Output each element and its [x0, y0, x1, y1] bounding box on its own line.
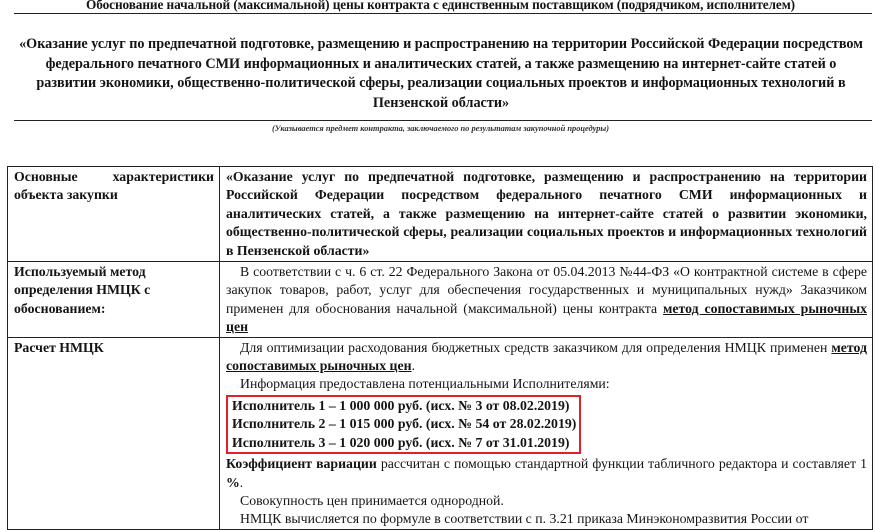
offer-line: Исполнитель 3 – 1 020 000 руб. (исх. № 7 от 31.01.2019): [232, 434, 570, 450]
calc-paragraph-4: Совокупность цен принимается однородной.: [240, 492, 504, 508]
calc-paragraph-1: Для оптимизации расходования бюджетных средств заказчиком для определения НМЦК применен метод сопоставимых рыночных цен.: [226, 339, 867, 374]
method-name: метод сопоставимых рыночных цен: [226, 300, 867, 335]
table-row: [8, 337, 873, 529]
table-row: [8, 262, 873, 338]
row-content-calculation: [220, 337, 873, 529]
justification-table: [7, 166, 873, 530]
row-label-method: Используемый метод определения НМЦК с обоснованием:: [8, 262, 220, 338]
subject-underline: [14, 120, 872, 121]
row-label-calculation: Расчет НМЦК: [8, 337, 220, 529]
calc-paragraph-5: НМЦК вычисляется по формуле в соответствии с п. 3.21 приказа Минэкономразвития России от: [240, 511, 809, 527]
calc-paragraph-3: Коэффициент вариации рассчитан с помощью стандартной функции табличного редактора и составляет 1 %.: [226, 456, 867, 490]
calc-paragraph-2: Информация предоставлена потенциальными Исполнителями:: [240, 376, 610, 392]
offer-line: Исполнитель 2 – 1 015 000 руб. (исх. № 54 от 28.02.2019): [232, 416, 577, 432]
contract-subject: «Оказание услуг по предпечатной подготовке, размещению и распространению на территории Российской Федерации посредством федерального печатного СМИ информационных и аналитических статей, а также размещению на интернет-сайте статей о развитии экономики, общественно-политической сферы, реализации социальных проектов и информационных технологий в Пензенской области»: [19, 36, 863, 111]
title-underline: [14, 13, 872, 14]
offer-line: Исполнитель 1 – 1 000 000 руб. (исх. № 3 от 08.02.2019): [232, 397, 570, 413]
highlighted-offers: [226, 395, 581, 454]
row-label-characteristics: Основные характеристики объекта закупки: [8, 167, 220, 262]
subject-hint: (Указывается предмет контракта, заключаемого по результатам закупочной процедуры): [272, 124, 609, 133]
row-content-method: В соответствии с ч. 6 ст. 22 Федерального Закона от 05.04.2013 №44-ФЗ «О контрактной системе в сфере закупок товаров, работ, услуг для обеспечения государственных и муниципальных нужд» Заказчиком применен для обоснования начальной (максимальной) цены контракта метод сопоставимых рыночных цен: [220, 262, 873, 338]
table-row: [8, 167, 873, 262]
row-content-characteristics: «Оказание услуг по предпечатной подготовке, размещению и распространению на территории Российской Федерации посредством федерального печатного СМИ информационных и аналитических статей, а также размещению на интернет-сайте статей о развитии экономики, общественно-политической сферы, реализации социальных проектов и информационных технологий в Пензенской области»: [220, 167, 873, 262]
document-title: Обоснование начальной (максимальной) цены контракта с единственным поставщиком (подрядчиком, исполнителем): [85, 0, 796, 12]
